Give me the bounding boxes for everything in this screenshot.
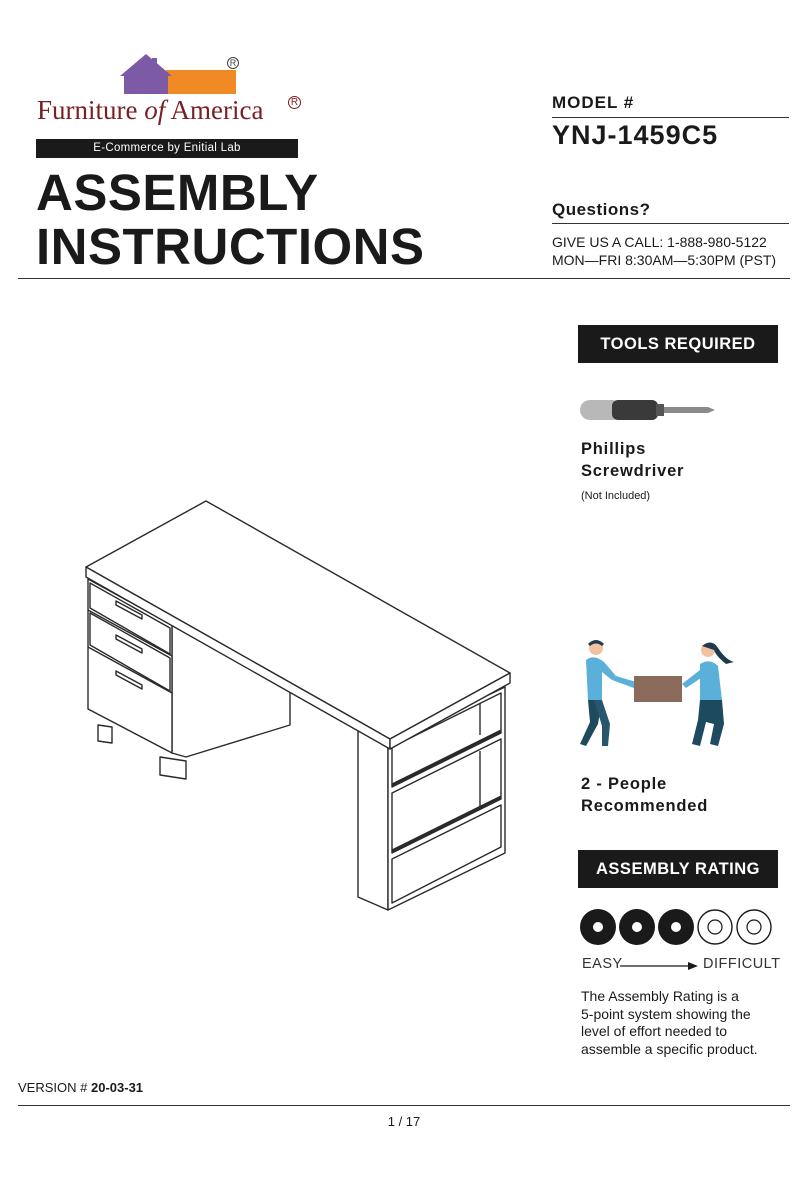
header-divider <box>18 278 790 279</box>
version-info: VERSION # 20-03-31 <box>18 1080 144 1095</box>
page-title: ASSEMBLY INSTRUCTIONS <box>36 164 425 275</box>
rating-difficult-label: DIFFICULT <box>703 956 781 972</box>
brand-registered-mark: R <box>288 96 301 109</box>
assembly-rating-header: ASSEMBLY RATING <box>578 850 778 888</box>
rating-dot-filled <box>619 909 655 945</box>
tools-required-header: TOOLS REQUIRED <box>578 325 778 363</box>
brand-tagline: E-Commerce by Enitial Lab <box>36 139 298 158</box>
assembly-rating-dots <box>578 905 778 949</box>
easy-to-difficult-arrow-icon <box>620 961 700 971</box>
model-number: YNJ-1459C5 <box>552 120 719 150</box>
rating-dot-empty <box>737 910 771 944</box>
page-number: 1 / 17 <box>387 1114 421 1129</box>
people-recommended-label: 2 - People Recommended <box>581 775 709 815</box>
rating-dot-empty <box>698 910 732 944</box>
rating-description: The Assembly Rating is a 5-point system showing the level of effort needed to assemble a specific product. <box>581 988 758 1057</box>
rating-dot-filled <box>580 909 616 945</box>
two-people-carrying-box-icon <box>576 636 741 756</box>
house-registered-mark: R <box>227 57 239 69</box>
tool-note: (Not Included) <box>581 490 651 502</box>
questions-label: Questions? <box>552 200 651 219</box>
rating-easy-label: EASY <box>582 956 623 972</box>
brand-name: Furniture of America <box>37 95 264 125</box>
support-hours: MON—FRI 8:30AM—5:30PM (PST) <box>552 252 777 268</box>
model-label: MODEL # <box>552 93 635 112</box>
rating-dot-filled <box>658 909 694 945</box>
phillips-screwdriver-icon <box>578 396 718 424</box>
footer-divider <box>18 1105 790 1106</box>
questions-divider <box>552 223 789 224</box>
tool-name: Phillips Screwdriver <box>581 440 685 480</box>
desk-illustration <box>80 495 520 915</box>
phone-number: GIVE US A CALL: 1-888-980-5122 <box>552 234 767 250</box>
brand-logo-house-icon <box>118 52 240 98</box>
model-divider <box>552 117 789 118</box>
